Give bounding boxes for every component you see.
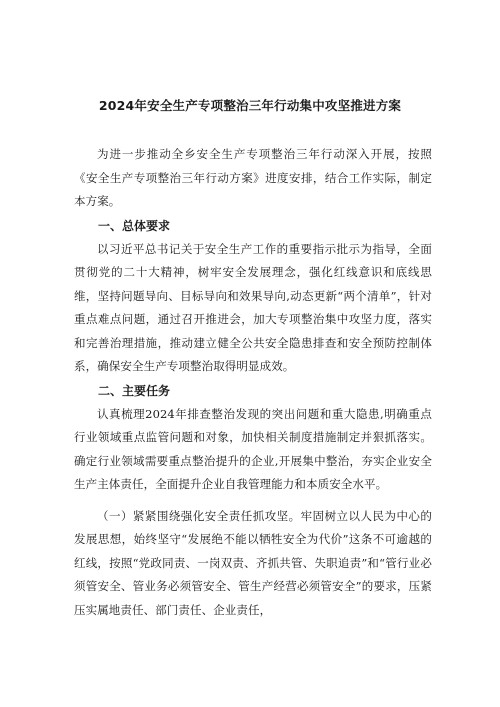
section-2-paragraph: 认真梳理2024年排查整治发现的突出问题和重大隐患,明确重点行业领域重点监管问题和对象，加快相关制度措施制定并狠抓落实。确定行业领域需要重点整治提升的企业,开展集中整治，夯实企业安全生产主体责任，全面提升企业自我管理能力和本质安全水平。 [74, 406, 432, 491]
section-heading-main-tasks: 二、主要任务 [98, 383, 171, 398]
section-heading-overall-requirements: 一、总体要求 [98, 218, 171, 233]
section-1-paragraph: 以习近平总书记关于安全生产工作的重要指示批示为指导，全面贯彻党的二十大精神，树牢安全发展理念，强化红线意识和底线思维，坚持问题导向、目标导向和效果导向,动态更新“两个清单”，针对重点难点问题，通过召开推进会，加大专项整治集中攻坚力度，落实和完善治理措施，推动建立健全公共安全隐患排查和安全预防控制体系，确保安全生产专项整治取得明显成效。 [74, 241, 432, 373]
subsection-1-paragraph: （一）紧紧围绕强化安全责任抓攻坚。牢固树立以人民为中心的发展思想，始终坚守“发展绝不能以牺牲安全为代价”这条不可逾越的红线，按照“党政同责、一岗双责、齐抓共管、失职追责”和“管行业必须管安全、管业务必须管安全、管生产经营必须管安全”的要求，压紧压实属地责任、部门责任、企业责任， [74, 508, 432, 617]
document-body [74, 143, 432, 622]
document-title: 2024年安全生产专项整治三年行动集中攻坚推进方案 [98, 98, 402, 113]
intro-paragraph: 为进一步推动全乡安全生产专项整治三年行动深入开展，按照《安全生产专项整治三年行动方案》进度安排，结合工作实际，制定本方案。 [74, 147, 432, 208]
